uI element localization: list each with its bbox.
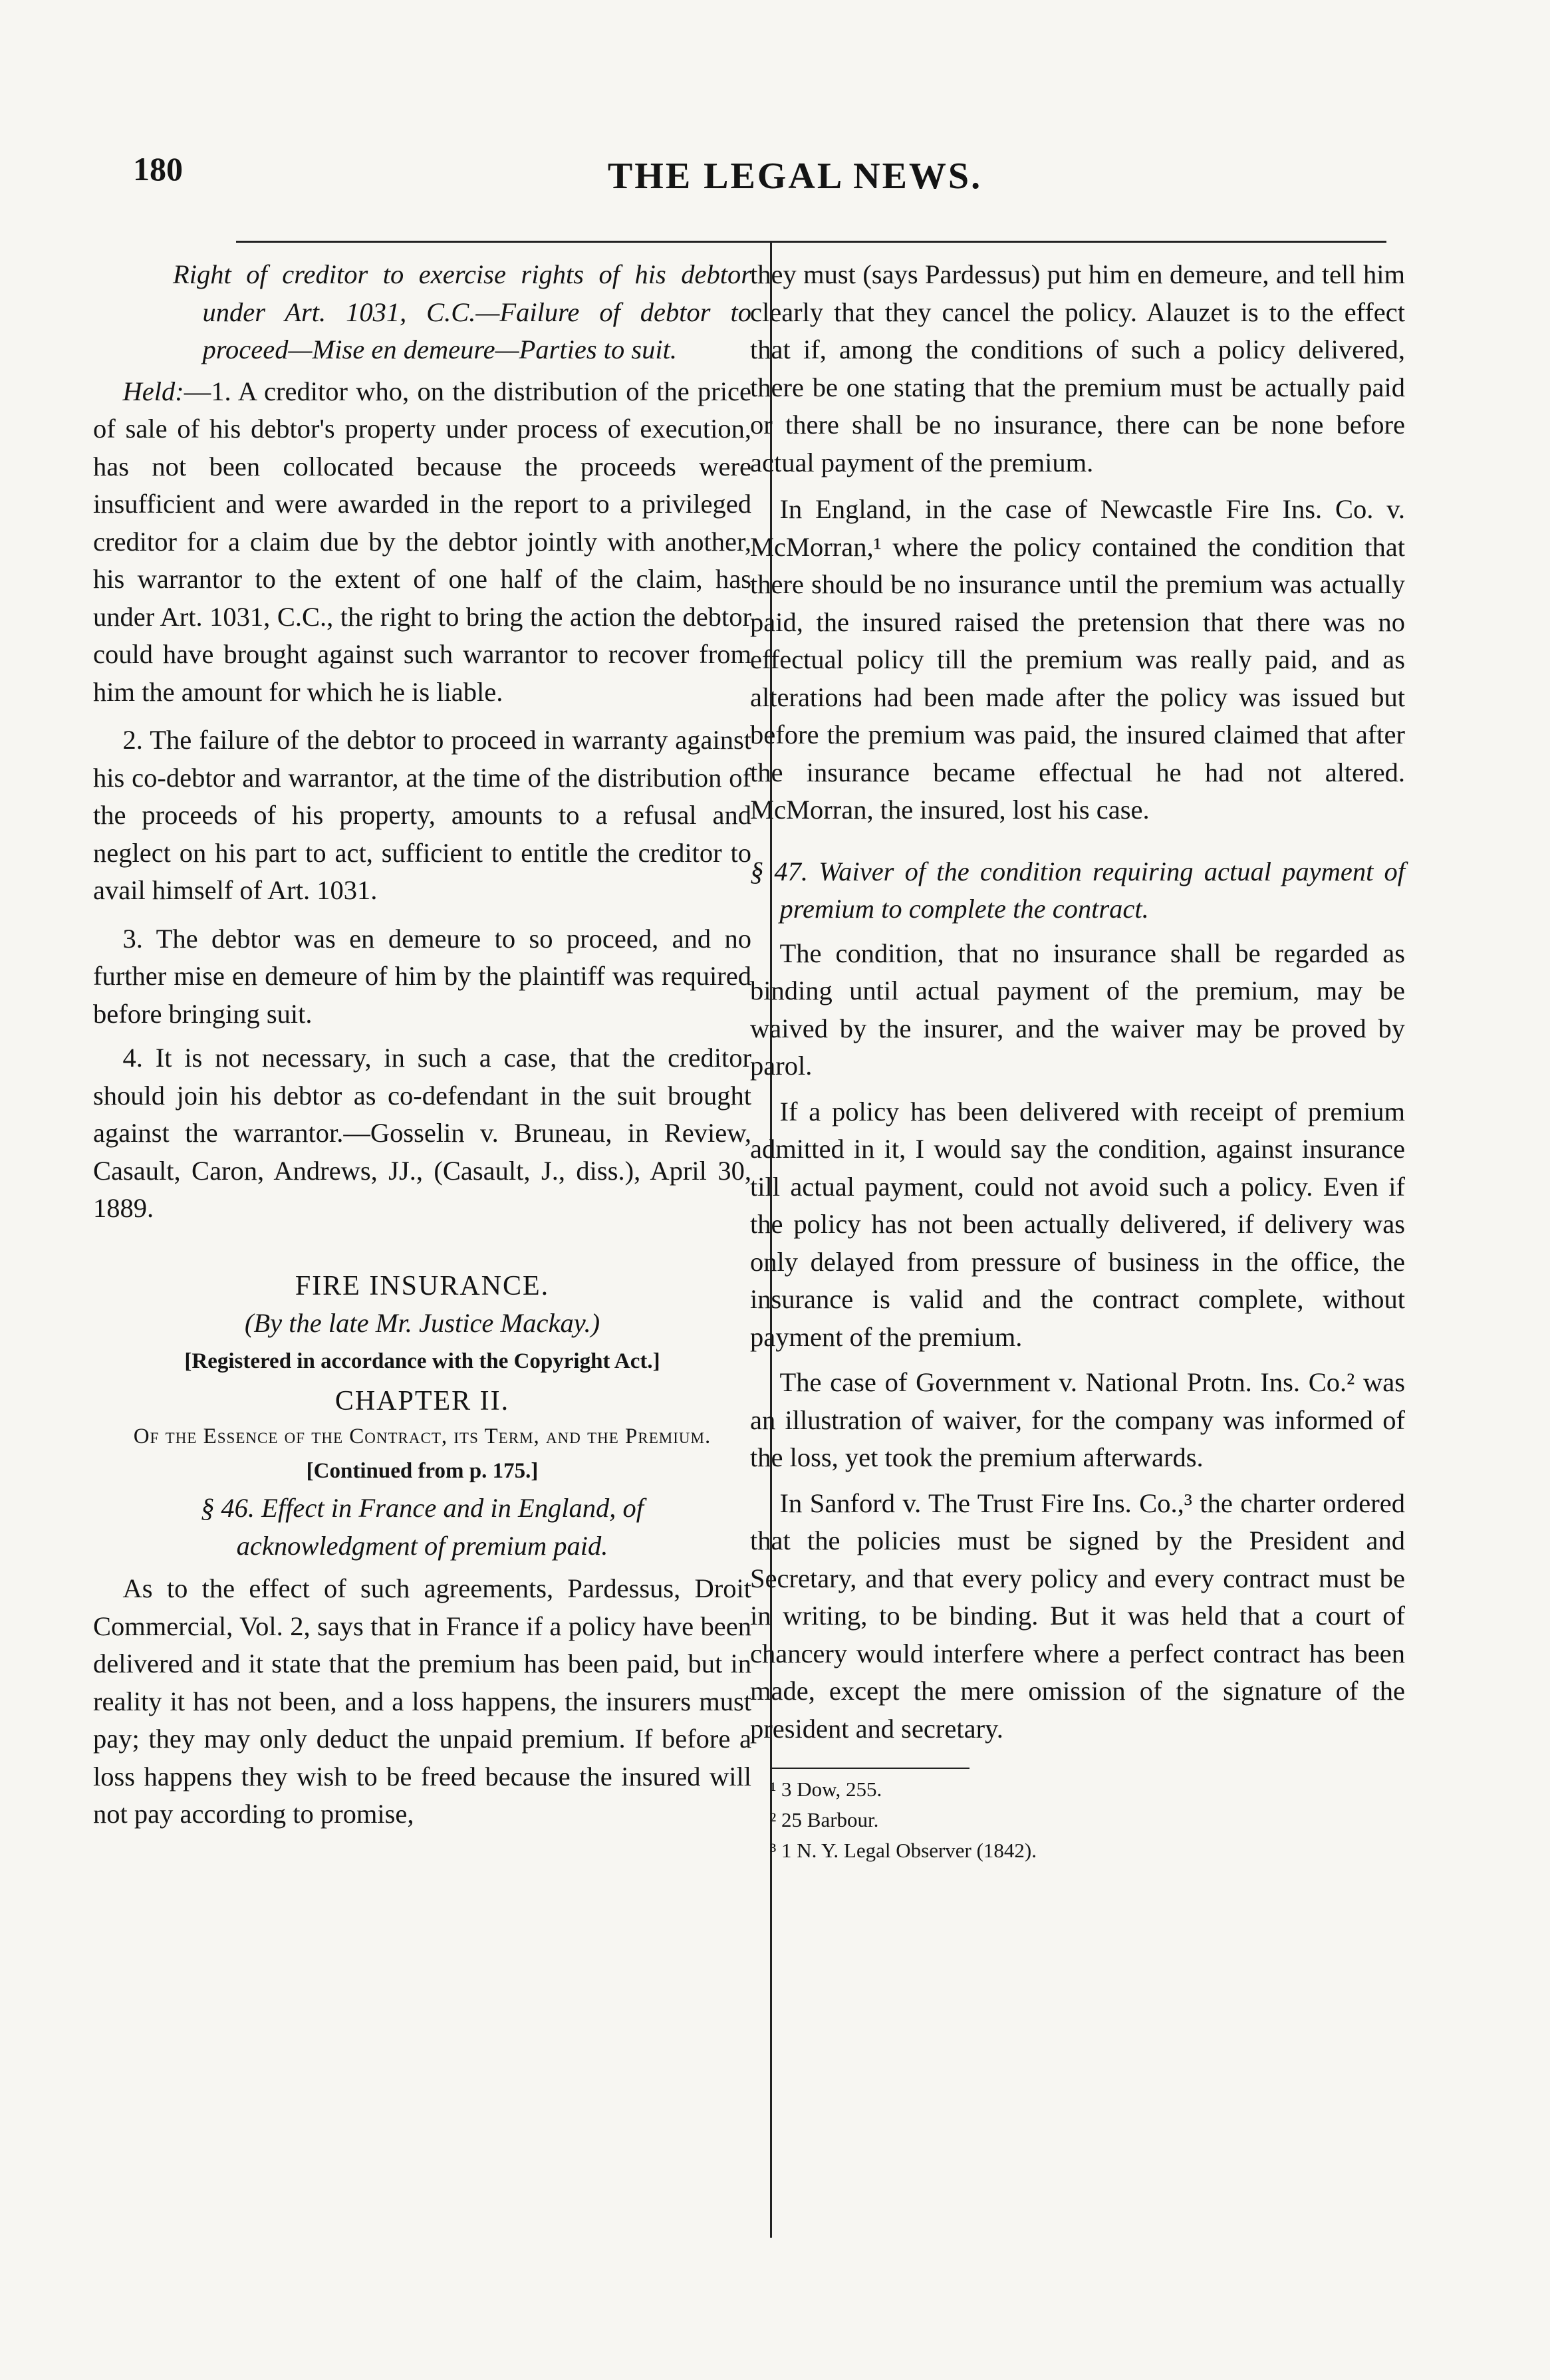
held-paragraph-3: 3. The debtor was en demeure to so proceed, and no further mise en demeure of him by the plaintiff was required before bringing suit. <box>93 923 751 1029</box>
right-column <box>750 256 1405 1866</box>
paragraph-47-heading: § 47. Waiver of the condition requiring actual payment of premium to complete the contract. <box>750 856 1405 924</box>
held-label: Held: <box>122 376 184 406</box>
footnote-2: ² 25 Barbour. <box>770 1808 879 1831</box>
header-rule <box>236 241 1386 243</box>
page-number: 180 <box>133 150 183 188</box>
chapter-subtitle: Of the Essence of the Contract, its Term, and the Premium. <box>133 1424 711 1448</box>
copyright-notice: [Registered in accordance with the Copyright Act.] <box>184 1349 660 1373</box>
held-paragraph-2: 2. The failure of the debtor to proceed in warranty against his co-debtor and warrantor, at the time of the distribution of the proceeds of his property, amounts to a refusal and neglect on his part to act, sufficient to entitle the creditor to avail himself of Art. 1031. <box>93 725 751 905</box>
held-paragraph-1 <box>93 373 751 712</box>
continued-note: [Continued from p. 175.] <box>306 1458 539 1483</box>
byline: (By the late Mr. Justice Mackay.) <box>244 1308 600 1338</box>
footnotes <box>750 1768 1405 1866</box>
page-header <box>0 143 1550 203</box>
right-paragraph-1: they must (says Pardessus) put him en demeure, and tell him clearly that they cancel the policy. Alauzet is to the effect that if, among the conditions of such a policy delivered, there be one stating that the premium must be actually paid or there shall be no insurance, there can be none before actual payment of the premium. <box>750 259 1405 477</box>
left-column <box>93 256 751 1833</box>
chapter-heading: CHAPTER II. <box>334 1386 510 1416</box>
section-heading: FIRE INSURANCE. <box>295 1270 550 1301</box>
paragraph-46-text: As to the effect of such agreements, Pardessus, Droit Commercial, Vol. 2, says that in France if a policy have been delivered and it state that the premium has been paid, but in reality it has not been, and a loss happens, the insurers must pay; they may only deduct the unpaid premium. If before a loss happens they wish to be freed because the insured will not pay according to promise, <box>93 1573 751 1829</box>
case-abstract: Right of creditor to exercise rights of his debtor under Art. 1031, C.C.—Failure of debtor to proceed—Mise en demeure—Parties to suit. <box>173 259 751 364</box>
footnote-1: ¹ 3 Dow, 255. <box>770 1778 882 1801</box>
paragraph-46-heading: § 46. Effect in France and in England, of acknowledgment of premium paid. <box>201 1493 644 1561</box>
right-paragraph-3: The condition, that no insurance shall be regarded as binding until actual payment of the premium, may be waived by the insurer, and the waiver may be proved by parol. <box>750 938 1405 1081</box>
held-paragraph-4: 4. It is not necessary, in such a case, that the creditor should join his debtor as co-defendant in the suit brought against the warrantor.—Gosselin v. Bruneau, in Review, Casault, Caron, Andrews, JJ., (Casault, J., diss.), April 30, 1889. <box>93 1043 751 1223</box>
right-paragraph-4: If a policy has been delivered with receipt of premium admitted in it, I would say the condition, against insurance till actual payment, could not avoid such a policy. Even if the policy has not been actually delivered, if delivery was only delayed from pressure of business in the office, the insurance is valid and the contract complete, without payment of the premium. <box>750 1096 1405 1352</box>
right-paragraph-2: In England, in the case of Newcastle Fire Ins. Co. v. McMorran,¹ where the policy contained the condition that there should be no insurance until the premium was actually paid, the insured raised the pretension that there was no effectual policy till the premium was really paid, and as alterations had been made after the policy was issued but before the premium was paid, the insured claimed that after the insurance became effectual he had not altered. McMorran, the insured, lost his case. <box>750 494 1405 825</box>
right-paragraph-5: The case of Government v. National Protn. Ins. Co.² was an illustration of waiver, for the company was informed of the loss, yet took the premium afterwards. <box>750 1367 1405 1472</box>
right-paragraph-6: In Sanford v. The Trust Fire Ins. Co.,³ the charter ordered that the policies must be signed by the President and Secretary, and that every policy and every contract must be in writing, to be binding. But it was held that a court of chancery would interfere where a perfect contract has been made, except the mere omission of the signature of the president and secretary. <box>750 1488 1405 1744</box>
footnote-rule <box>770 1768 969 1769</box>
running-title: THE LEGAL NEWS. <box>607 156 983 197</box>
footnote-3: ³ 1 N. Y. Legal Observer (1842). <box>770 1839 1037 1862</box>
held-1-text: —1. A creditor who, on the distribution of the price of sale of his debtor's property under process of execution, has not been collocated because the proceeds were insufficient and were awarded in the report to a privileged creditor for a claim due by the debtor jointly with another, his warrantor to the extent of one half of the claim, has under Art. 1031, C.C., the right to bring the action the debtor could have brought against such warrantor to recover from him the amount for which he is liable. <box>93 376 751 707</box>
